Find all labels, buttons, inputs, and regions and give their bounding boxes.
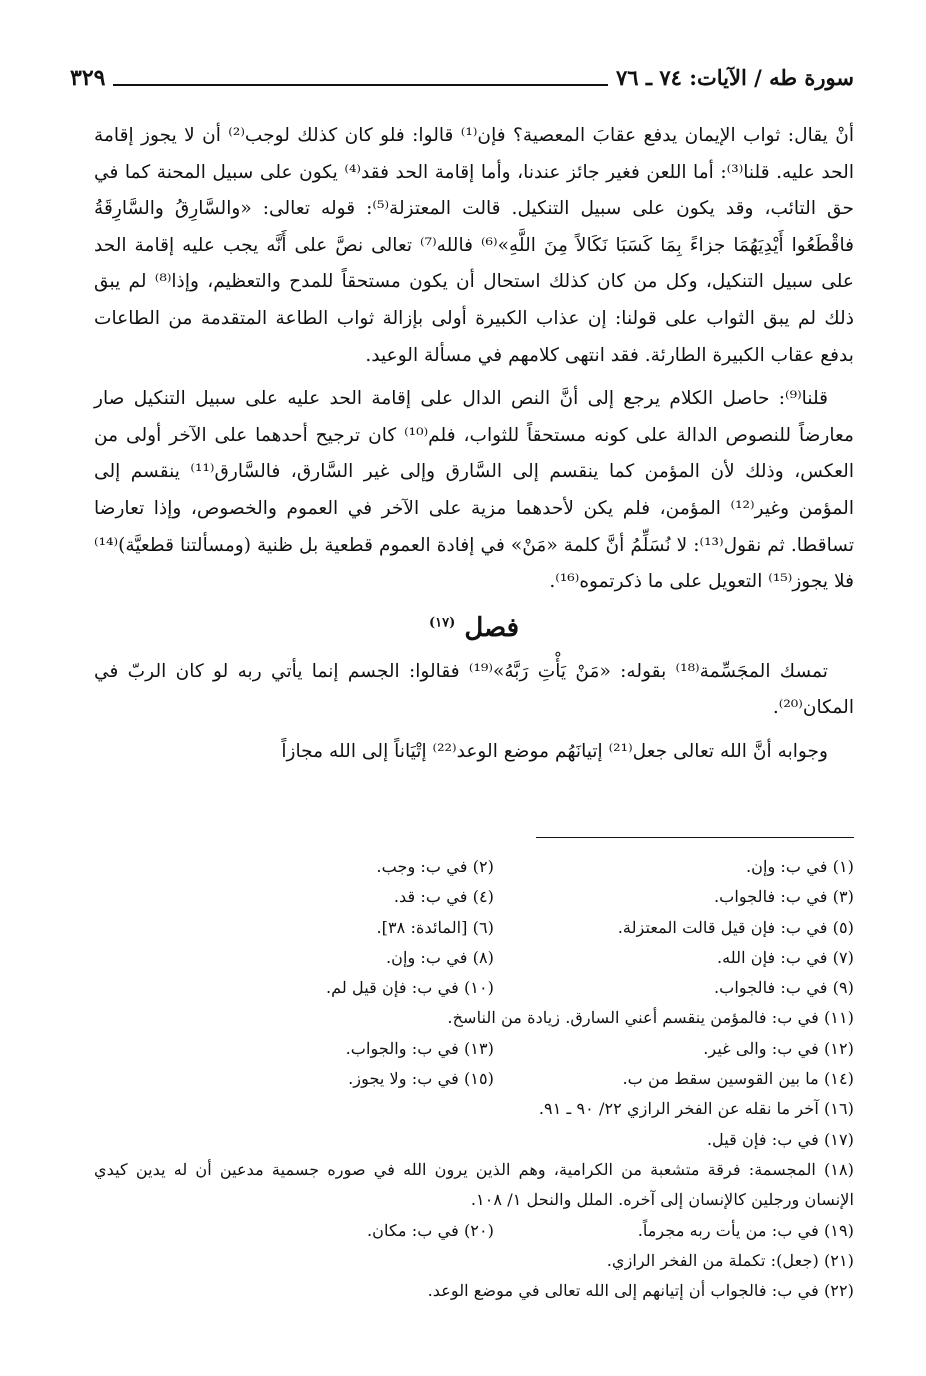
header-rule — [113, 84, 608, 86]
footnote: (٦) [المائدة: ٣٨]. — [376, 917, 494, 937]
page-number: ٣٢٩ — [70, 65, 106, 91]
running-title: سورة طه / الآيات: ٧٤ ـ ٧٦ — [616, 65, 854, 90]
footnote: (١٥) في ب: ولا يجوز. — [348, 1069, 494, 1089]
footnote: (١٠) في ب: فإن قيل لم. — [326, 978, 494, 998]
footnote: (٧) في ب: فإن الله. — [716, 947, 854, 967]
footnote-rule — [536, 837, 854, 838]
footnote-row — [94, 1216, 854, 1246]
footnote: (١١) في ب: فالمؤمن ينقسم أعني السارق. زيادة من الناسخ. — [447, 1008, 854, 1028]
footnote: (١) في ب: وإن. — [745, 857, 854, 876]
footnote: (٨) في ب: وإن. — [385, 947, 494, 967]
page-header — [70, 52, 854, 92]
footnote: (١٨) المجسمة: فرقة متشعبة من الكرامية، وهم الذين يرون الله في صوره جسمية مدعين أن له يدين كيدي الإنسان ورجلين كالإنسان إلى آخره. الملل والنحل ١/ ١٠٨. — [94, 1159, 854, 1210]
footnote: (٢٠) في ب: مكان. — [367, 1220, 494, 1240]
footnote-row — [94, 943, 854, 973]
footnote: (٩) في ب: فالجواب. — [713, 978, 854, 998]
footnote: (٥) في ب: فإن قيل قالت المعتزلة. — [617, 917, 854, 937]
paragraph: أنْ يقال: ثواب الإيمان يدفع عقابَ المعصية؟ فإن⁽¹⁾ قالوا: فلو كان كذلك لوجب⁽²⁾ أن لا يجوز إقامة الحد عليه. قلنا⁽³⁾: أما اللعن فغير جائز عندنا، وأما إقامة الحد فقد⁽⁴⁾ يكون على سبيل المحنة كما في حق التائب، وقد يكون على سبيل التنكيل. قالت المعتزلة⁽⁵⁾: قوله تعالى: «والسَّارِقُ والسَّارِقَةُ فاقْطَعُوا أَيْدِيَهُمَا جزاءً بِمَا كَسَبَا نَكَالاً مِنَ اللَّهِ»⁽⁶⁾ فالله⁽⁷⁾ تعالى نصَّ على أَنَّه يجب عليه إقامة الحد على سبيل التنكيل، وكل من كان كذلك استحال أن يكون مستحقاً للمدح والتعظيم، وإذا⁽⁸⁾ لم يبق ذلك لم يبق الثواب على قولنا: إن عذاب الكبيرة أولى بإزالة ثواب الطاعة المتقدمة من الطاعات بدفع عقاب الكبيرة الطارئة. فقد انتهى كلامهم في مسألة الوعيد. — [94, 125, 855, 366]
footnotes — [94, 852, 854, 1306]
section-heading-note: (١٧) — [428, 615, 456, 631]
footnote: (٢١) (جعل): تكملة من الفخر الرازي. — [606, 1250, 854, 1270]
paragraph: تمسك المجَسِّمة⁽¹⁸⁾ بقوله: «مَنْ يَأْتِ رَبَّهُ»⁽¹⁹⁾ فقالوا: الجسم إنما يأتي ربه لو كان الربّ في المكان⁽²⁰⁾. — [94, 660, 854, 719]
footnote-row — [94, 913, 854, 943]
footnote: (٣) في ب: فالجواب. — [713, 887, 854, 907]
footnote-row — [94, 1064, 854, 1094]
footnote-row — [94, 852, 854, 882]
footnote: (٢٢) في ب: فالجواب أن إتيانهم إلى الله تعالى في موضع الوعد. — [427, 1281, 854, 1301]
footnote: (١٢) في ب: والى غير. — [703, 1038, 854, 1058]
main-text — [94, 118, 854, 778]
paragraph: قلنا⁽⁹⁾: حاصل الكلام يرجع إلى أنَّ النص الدال على إقامة الحد عليه على سبيل التنكيل صار معارضاً للنصوص الدالة على كونه مستحقاً للثواب، فلم⁽¹⁰⁾ كان ترجيح أحدهما على الآخر أولى من العكس، وذلك لأن المؤمن كما ينقسم إلى السَّارق وإلى غير السَّارق، فالسَّارق⁽¹¹⁾ ينقسم إلى المؤمن وغير⁽¹²⁾ المؤمن، فلم يكن لأحدهما مزية على الآخر في العموم والخصوص، وإذا تعارضا تساقطا. ثم نقول⁽¹³⁾: لا نُسَلِّمُ أنَّ كلمة «مَنْ» في إفادة العموم قطعية بل ظنية (ومسألتنا قطعيَّة)⁽¹⁴⁾ فلا يجوز⁽¹⁵⁾ التعويل على ما ذكرتموه⁽¹⁶⁾. — [94, 388, 855, 593]
footnote: (١٤) ما بين القوسين سقط من ب. — [622, 1069, 854, 1089]
footnote: (١٦) آخر ما نقله عن الفخر الرازي ٢٢/ ٩٠ ـ ٩١. — [538, 1099, 854, 1119]
footnote-row — [94, 882, 854, 912]
footnote: (١٣) في ب: والجواب. — [345, 1038, 494, 1058]
footnote: (١٩) في ب: من يأت ربه مجرماً. — [637, 1220, 854, 1240]
footnote: (٢) في ب: وجب. — [376, 857, 494, 876]
footnote: (١٧) في ب: فإن قيل. — [706, 1129, 854, 1149]
section-heading — [94, 608, 854, 648]
footnote-row — [94, 973, 854, 1003]
section-heading-text: فصل — [464, 612, 519, 643]
footnote-row — [94, 1034, 854, 1064]
footnote: (٤) في ب: قد. — [393, 887, 494, 907]
paragraph: وجوابه أنَّ الله تعالى جعل⁽²¹⁾ إتيانَهُم موضع الوعد⁽²²⁾ إتْيَاناً إلى الله مجازاً — [281, 740, 828, 762]
